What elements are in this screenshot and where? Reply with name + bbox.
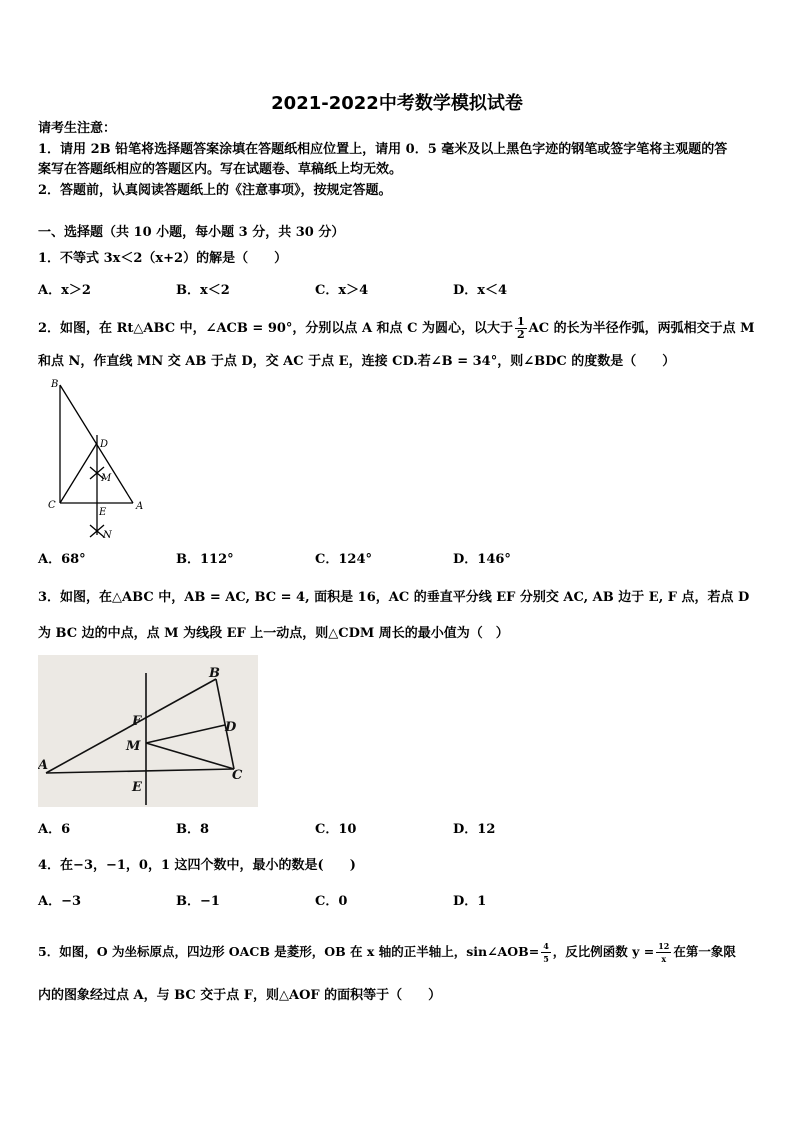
q3-stem-line2: 为 BC 边的中点，点 M 为线段 EF 上一动点，则△CDM 周长的最小值为（ ） <box>38 626 509 641</box>
q3-label-c: C <box>232 768 243 783</box>
notice-line-2: 2．答题前，认真阅读答题纸上的《注意事项》，按规定答题。 <box>38 183 392 198</box>
q4-stem: 4．在−3，−1，0，1 这四个数中，最小的数是( ) <box>38 858 356 873</box>
q3-side-ac <box>46 769 234 773</box>
q1-option-c[interactable]: C．x＞4 <box>315 283 369 298</box>
q3-label-d: D <box>225 720 237 735</box>
q2-frac-num: 1 <box>516 315 525 328</box>
q5-stem-line2: 内的图象经过点 A，与 BC 交于点 F，则△AOF 的面积等于（ ） <box>38 988 442 1003</box>
q3-figure-photo <box>38 655 258 807</box>
q3-option-b[interactable]: B．8 <box>176 822 210 837</box>
q1-option-d[interactable]: D．x＜4 <box>453 283 508 298</box>
q2-label-a: A <box>136 501 144 512</box>
q2-option-a[interactable]: A．68° <box>38 552 86 567</box>
q3-label-f: F <box>132 714 142 729</box>
q3-option-d[interactable]: D．12 <box>453 822 496 837</box>
q3-option-a[interactable]: A．6 <box>38 822 71 837</box>
q3-label-b: B <box>209 666 220 681</box>
q2-option-d[interactable]: D．146° <box>453 552 511 567</box>
q2-stem-part-b: AC 的长为半径作弧，两弧相交于点 M <box>528 321 755 336</box>
q1-stem: 1．不等式 3x＜2（x+2）的解是（ ） <box>38 251 288 266</box>
q5-sin-den: 5 <box>543 954 549 964</box>
q2-fraction <box>515 316 527 341</box>
q5-k-den: x <box>661 954 667 964</box>
notice-line-1b: 案写在答题纸相应的答题区内。写在试题卷、草稿纸上均无效。 <box>38 162 403 177</box>
q1-option-b[interactable]: B．x＜2 <box>176 283 230 298</box>
q5-k-fraction <box>656 940 671 965</box>
q2-option-b[interactable]: B．112° <box>176 552 234 567</box>
q5-stem-part-a: 5．如图，O 为坐标原点，四边形 OACB 是菱形，OB 在 x 轴的正半轴上，sin∠AOB= <box>38 944 540 959</box>
q2-label-m: M <box>101 473 112 484</box>
q3-segment-md <box>146 725 225 743</box>
q2-segment-cd <box>60 443 97 503</box>
q3-side-ab <box>46 679 216 773</box>
q4-option-a[interactable]: A．−3 <box>38 894 82 909</box>
q2-frac-den: 2 <box>516 328 525 341</box>
notice-line-1a: 1．请用 2B 铅笔将选择题答案涂填在答题纸相应位置上，请用 0．5 毫米及以上黑色字迹的钢笔或签字笔将主观题的答 <box>38 142 728 157</box>
exam-title: 2021-2022中考数学模拟试卷 <box>271 93 523 114</box>
q5-k-num: 12 <box>658 941 670 951</box>
q3-label-a: A <box>38 758 49 773</box>
q2-label-d: D <box>100 439 109 450</box>
q2-label-c: C <box>48 500 56 511</box>
q2-label-b: B <box>51 379 59 390</box>
q2-stem-part-a: 2．如图，在 Rt△ABC 中，∠ACB = 90°，分别以点 A 和点 C 为圆心，以大于 <box>38 321 513 336</box>
q2-stem-line2: 和点 N，作直线 MN 交 AB 于点 D，交 AC 于点 E，连接 CD.若∠B = 34°，则∠BDC 的度数是（ ） <box>38 354 676 369</box>
q2-label-e: E <box>99 507 107 518</box>
q5-stem-mid: ，反比例函数 y = <box>552 944 655 959</box>
q5-sin-fraction <box>541 940 551 965</box>
q2-option-c[interactable]: C．124° <box>315 552 372 567</box>
q4-option-d[interactable]: D．1 <box>453 894 487 909</box>
q3-label-e: E <box>132 780 142 795</box>
section-heading: 一、选择题（共 10 小题，每小题 3 分，共 30 分） <box>38 225 345 240</box>
q3-figure <box>38 655 258 807</box>
q3-stem-line1: 3．如图，在△ABC 中，AB = AC, BC = 4, 面积是 16，AC 的垂直平分线 EF 分别交 AC, AB 边于 E, F 点，若点 D <box>38 590 750 605</box>
notice-heading: 请考生注意： <box>38 121 117 136</box>
q5-sin-num: 4 <box>543 941 549 951</box>
q4-option-c[interactable]: C．0 <box>315 894 348 909</box>
q2-figure <box>40 375 160 545</box>
q5-stem-end: 在第一象限 <box>673 944 736 959</box>
q1-option-a[interactable]: A．x＞2 <box>38 283 91 298</box>
q2-label-n: N <box>103 530 112 541</box>
q3-option-c[interactable]: C．10 <box>315 822 357 837</box>
q5-stem-line1 <box>38 940 736 965</box>
q4-option-b[interactable]: B．−1 <box>176 894 220 909</box>
q3-segment-mc <box>146 743 234 769</box>
q3-label-m: M <box>126 739 141 754</box>
q2-stem-line1 <box>38 316 755 341</box>
